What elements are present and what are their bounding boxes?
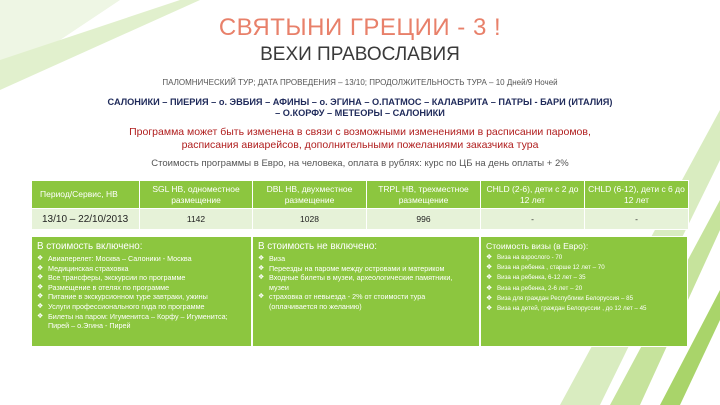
bullet-icon: ❖ — [258, 255, 265, 262]
bullet-icon: ❖ — [486, 274, 493, 282]
list-item-text: Виза на ребенка, 2-6 лет – 20 — [497, 284, 583, 292]
column-header: CHLD (2-6), дети с 2 до 12 лет — [481, 181, 585, 209]
list-item — [258, 264, 474, 274]
visa-title: Стоимость визы (в Евро): — [486, 241, 589, 251]
list-item-text: Билеты на паром: Игуменитса – Корфу – Игуменитса; Пирей – о.Эгина - Пирей — [48, 311, 228, 331]
table-header-row — [32, 181, 689, 209]
bullet-icon: ❖ — [37, 312, 44, 320]
not-included-box — [252, 236, 480, 347]
list-item — [37, 292, 246, 302]
included-title: В стоимость включено: — [37, 241, 143, 252]
list-item-text: Авиаперелет: Москва – Салоники - Москва — [48, 254, 192, 263]
column-header: DBL HB, двухместное размещение — [253, 181, 367, 209]
route-line-1: САЛОНИКИ – ПИЕРИЯ – о. ЭВБИЯ – АФИНЫ – о. ЭГИНА – О.ПАТМОС – КАЛАВРИТА – ПАТРЫ - БАРИ (ИТАЛИЯ) — [107, 97, 613, 107]
list-item-text: Медицинская страховка — [48, 263, 129, 273]
list-item — [258, 273, 474, 292]
note-line-1: Программа может быть изменена в связи с возможными изменениями в расписании паромов, — [129, 126, 591, 138]
note-line-2: расписания авиарейсов, дополнительными пожеланиями заказчика тура — [181, 138, 539, 151]
bullet-icon: ❖ — [258, 293, 265, 301]
list-item-text: страховка от невыезда - 2% от стоимости тура (оплачивается по желанию) — [269, 292, 426, 311]
list-item-text: Все трансферы, экскурсии по программе — [48, 273, 186, 283]
list-item — [486, 304, 682, 314]
bullet-icon: ❖ — [486, 284, 493, 292]
included-box — [31, 236, 252, 347]
list-item-text: Питание в экскурсионном туре завтраки, ужины — [48, 292, 208, 302]
list-item — [37, 273, 246, 283]
price-table — [31, 180, 689, 230]
bullet-icon: ❖ — [37, 264, 44, 272]
list-item — [486, 263, 682, 273]
schedule-note — [60, 126, 660, 151]
list-item — [486, 294, 682, 304]
visa-list — [486, 253, 682, 314]
bullet-icon: ❖ — [37, 255, 44, 262]
bullet-icon: ❖ — [37, 302, 44, 310]
bullet-icon: ❖ — [486, 305, 493, 313]
column-header: TRPL HB, трехместное размещение — [367, 181, 481, 209]
list-item — [37, 302, 246, 312]
visa-box — [480, 236, 688, 347]
list-item — [486, 273, 682, 283]
route-line-2: – О.КОРФУ – МЕТЕОРЫ – САЛОНИКИ — [275, 108, 445, 118]
list-item-text: Переезды на пароме между островами и материком — [269, 263, 445, 273]
list-item-text: Размещение в отелях по программе — [48, 282, 170, 292]
page-title: СВЯТЫНИ ГРЕЦИИ - 3 ! — [218, 14, 502, 41]
tour-info: ПАЛОМНИЧЕСКИЙ ТУР; ДАТА ПРОВЕДЕНИЯ – 13/10; ПРОДОЛЖИТЕЛЬНОСТЬ ТУРА – 10 Дней/9 Ночей — [162, 78, 558, 87]
column-header: SGL HB, одноместное размещение — [140, 181, 253, 209]
not-included-list — [258, 254, 474, 312]
column-header: Период/Сервис, НВ — [32, 181, 140, 209]
list-item-text: Виза — [269, 254, 286, 263]
table-cell: 13/10 – 22/10/2013 — [32, 209, 140, 230]
table-cell: 1142 — [140, 209, 253, 230]
table-row — [32, 209, 689, 230]
bullet-icon: ❖ — [37, 283, 44, 291]
info-boxes — [31, 236, 688, 347]
route — [60, 97, 660, 119]
list-item — [37, 283, 246, 293]
included-list — [37, 254, 246, 331]
price-info: Стоимость программы в Евро, на человека, оплата в рублях: курс по ЦБ на день оплаты + 2% — [151, 158, 569, 169]
list-item-text: Виза для граждан Республики Белоруссия – 85 — [497, 294, 634, 302]
bullet-icon: ❖ — [486, 264, 493, 272]
bullet-icon: ❖ — [486, 254, 493, 261]
list-item-text: Входные билеты в музеи, археологические памятники, музеи — [269, 273, 453, 292]
list-item — [37, 264, 246, 274]
list-item — [258, 254, 474, 264]
list-item-text: Виза на ребенка , старше 12 лет – 70 — [497, 264, 605, 272]
list-item — [37, 312, 246, 331]
page-subtitle: ВЕХИ ПРАВОСЛАВИЯ — [260, 44, 460, 65]
table-cell: 1028 — [253, 209, 367, 230]
bullet-icon: ❖ — [258, 274, 265, 282]
list-item-text: Виза на взрослого - 70 — [497, 254, 563, 261]
bullet-icon: ❖ — [486, 294, 493, 302]
list-item — [486, 253, 682, 263]
column-header: CHLD (6-12), дети с 6 до 12 лет — [585, 181, 689, 209]
table-cell: - — [585, 209, 689, 230]
list-item — [37, 254, 246, 264]
table-cell: - — [481, 209, 585, 230]
list-item — [486, 284, 682, 294]
list-item-text: Виза на детей, граждан Белоруссии , до 12 лет – 45 — [497, 305, 647, 313]
bullet-icon: ❖ — [37, 293, 44, 301]
bullet-icon: ❖ — [37, 274, 44, 282]
list-item-text: Виза на ребенка, 6-12 лет – 35 — [497, 274, 586, 282]
bullet-icon: ❖ — [258, 264, 265, 272]
not-included-title: В стоимость не включено: — [258, 241, 378, 252]
list-item — [258, 292, 474, 311]
table-cell: 996 — [367, 209, 481, 230]
list-item-text: Услуги профессионального гида по программе — [48, 301, 205, 311]
